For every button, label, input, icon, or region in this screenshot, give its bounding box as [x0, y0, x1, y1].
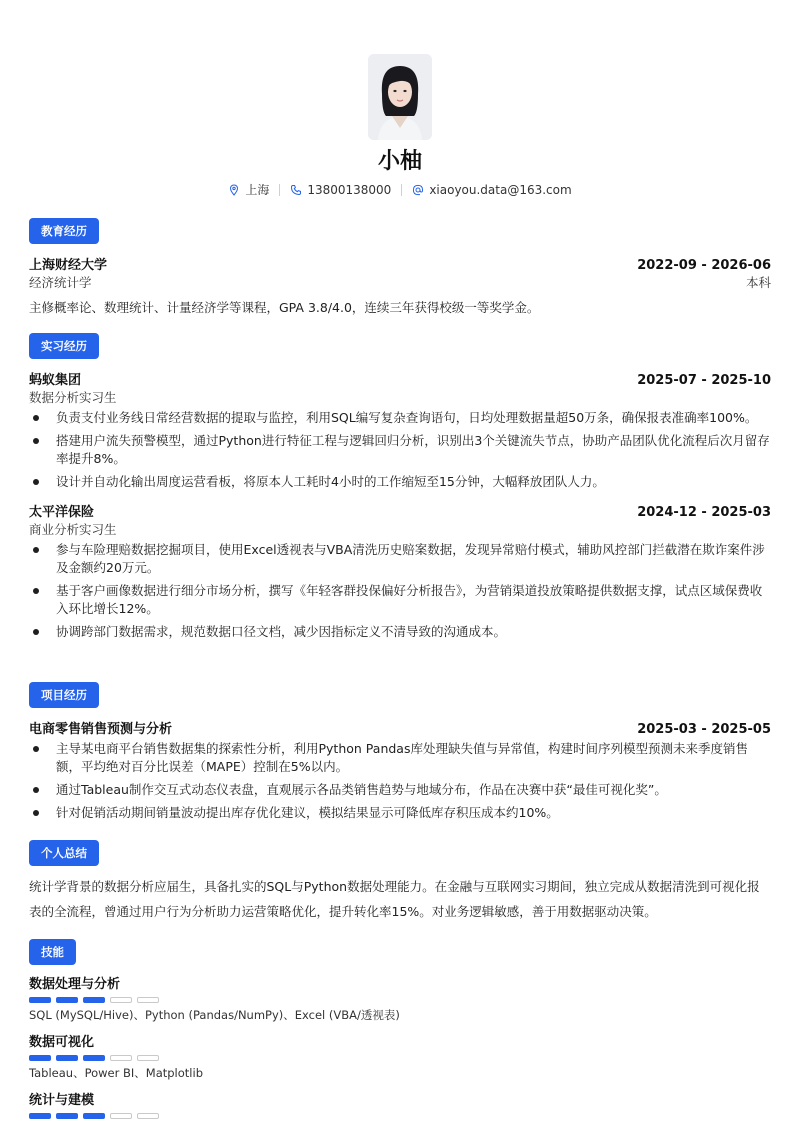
- skill-bar-empty: [110, 1113, 132, 1119]
- list-item: [29, 623, 771, 641]
- bullet-text: 协调跨部门数据需求，规范数据口径文档，减少因指标定义不清导致的沟通成本。: [56, 624, 507, 639]
- internship-entry: [29, 369, 771, 491]
- project-date: 2025-03 - 2025-05: [637, 722, 771, 737]
- education-description: 主修概率论、数理统计、计量经济学等课程，GPA 3.8/4.0，连续三年获得校级一等奖学金。: [29, 300, 540, 315]
- section-badge-education: 教育经历: [29, 218, 99, 244]
- job-role: 数据分析实习生: [29, 390, 117, 405]
- degree: 本科: [745, 275, 771, 290]
- bullet-dot: [33, 746, 39, 752]
- bullet-dot: [33, 787, 39, 793]
- internship-header: [29, 369, 771, 388]
- education-meta-row: [29, 273, 771, 291]
- bullet-text: 通过Tableau制作交互式动态仪表盘，直观展示各品类销售趋势与地域分布，作品在决赛中获“最佳可视化奖”。: [56, 782, 667, 797]
- skill-item: [29, 1089, 771, 1119]
- contact-divider: [279, 184, 280, 196]
- skill-bar-filled: [83, 1113, 105, 1119]
- bullet-dot: [33, 547, 39, 553]
- skills-list: [29, 973, 771, 1119]
- summary-text: 统计学背景的数据分析应届生，具备扎实的SQL与Python数据处理能力。在金融与互联网实习期间，独立完成从数据清洗到可视化报表的全流程，曾通过用户行为分析助力运营策略优化，提升转化率15%。对业务逻辑敏感，善于用数据驱动决策。: [29, 879, 760, 919]
- skill-bar-filled: [56, 1113, 78, 1119]
- internship-entry: [29, 501, 771, 641]
- list-item: [29, 432, 771, 468]
- skill-level-bar: [29, 1113, 771, 1119]
- section-badge-projects: 项目经历: [29, 682, 99, 708]
- contact-email: [412, 182, 571, 198]
- phone-icon: [290, 184, 302, 196]
- skill-name: 数据可视化: [29, 1035, 95, 1050]
- bullet-dot: [33, 479, 39, 485]
- internship-date: 2025-07 - 2025-10: [637, 373, 771, 388]
- bullet-text: 针对促销活动期间销量波动提出库存优化建议，模拟结果显示可降低库存积压成本约10%。: [56, 805, 559, 820]
- contact-location: [228, 182, 269, 198]
- section-badge-internship: 实习经历: [29, 333, 99, 359]
- skill-bar-filled: [29, 1055, 51, 1061]
- internship-date: 2024-12 - 2025-03: [637, 505, 771, 520]
- bullet-text: 搭建用户流失预警模型，通过Python进行特征工程与逻辑回归分析，识别出3个关键流失节点，协助产品团队优化流程后次月留存率提升8%。: [56, 433, 770, 466]
- bullet-text: 设计并自动化输出周度运营看板，将原本人工耗时4小时的工作缩短至15分钟，大幅释放团队人力。: [56, 474, 605, 489]
- education-section: [29, 218, 771, 318]
- bullet-text: 参与车险理赔数据挖掘项目，使用Excel透视表与VBA清洗历史赔案数据，发现异常赔付模式，辅助风控部门拦截潜在欺诈案件涉及金额约20万元。: [56, 542, 765, 575]
- company-name: 太平洋保险: [29, 505, 95, 520]
- skill-bar-empty: [110, 997, 132, 1003]
- skills-section: [29, 939, 771, 1123]
- list-item: [29, 409, 771, 427]
- major: 经济统计学: [29, 275, 92, 290]
- skill-item: [29, 1031, 771, 1081]
- skill-level-bar: [29, 997, 771, 1003]
- skill-bar-filled: [83, 997, 105, 1003]
- skill-bar-filled: [29, 1113, 51, 1119]
- section-badge-skills: 技能: [29, 939, 76, 965]
- skill-name: 统计与建模: [29, 1093, 95, 1108]
- bullet-list: [29, 409, 771, 491]
- bullet-text: 基于客户画像数据进行细分市场分析，撰写《年轻客群投保偏好分析报告》，为营销渠道投放策略提供数据支撑，试点区域保费收入环比增长12%。: [56, 583, 763, 616]
- contact-info: [0, 182, 800, 198]
- company-name: 蚂蚁集团: [29, 373, 82, 388]
- list-item: [29, 781, 771, 799]
- skill-bar-filled: [56, 1055, 78, 1061]
- education-row: [29, 254, 771, 273]
- school-name: 上海财经大学: [29, 258, 108, 273]
- skill-bar-empty: [137, 997, 159, 1003]
- bullet-text: 负责支付业务线日常经营数据的提取与监控，利用SQL编写复杂查询语句，日均处理数据量超50万条，确保报表准确率100%。: [56, 410, 758, 425]
- education-date: 2022-09 - 2026-06: [637, 258, 771, 273]
- skill-bar-filled: [29, 997, 51, 1003]
- list-item: [29, 541, 771, 577]
- skill-bar-empty: [137, 1055, 159, 1061]
- skill-bar-filled: [56, 997, 78, 1003]
- skill-bar-empty: [110, 1055, 132, 1061]
- internship-header: [29, 501, 771, 520]
- project-name: 电商零售销售预测与分析: [29, 722, 173, 737]
- list-item: [29, 582, 771, 618]
- skill-name: 数据处理与分析: [29, 977, 121, 992]
- contact-phone: [290, 182, 391, 198]
- location-text: 上海: [245, 183, 270, 197]
- bullet-dot: [33, 415, 39, 421]
- project-section: [29, 682, 771, 827]
- list-item: [29, 804, 771, 822]
- skill-bar-empty: [137, 1113, 159, 1119]
- internship-section: [29, 333, 771, 646]
- candidate-name: 小柚: [377, 149, 422, 174]
- bullet-list: [29, 541, 771, 641]
- bullet-list: [29, 740, 771, 822]
- skill-bar-filled: [83, 1055, 105, 1061]
- phone-text: 13800138000: [307, 183, 392, 197]
- list-item: [29, 473, 771, 491]
- skill-item: [29, 973, 771, 1023]
- at-sign-icon: [412, 184, 424, 196]
- avatar: [368, 54, 432, 140]
- skill-description: SQL (MySQL/Hive)、Python (Pandas/NumPy)、Excel (VBA/透视表): [29, 1008, 400, 1022]
- bullet-text: 主导某电商平台销售数据集的探索性分析，利用Python Pandas库处理缺失值与异常值，构建时间序列模型预测未来季度销售额，平均绝对百分比误差（MAPE）控制在5%以内。: [56, 741, 748, 774]
- skill-description: Tableau、Power BI、Matplotlib: [29, 1066, 203, 1080]
- bullet-dot: [33, 438, 39, 444]
- email-text: xiaoyou.data@163.com: [429, 183, 572, 197]
- project-header: [29, 718, 771, 737]
- bullet-dot: [33, 588, 39, 594]
- section-badge-summary: 个人总结: [29, 840, 99, 866]
- resume-header: [0, 54, 800, 198]
- location-pin-icon: [228, 184, 240, 196]
- bullet-dot: [33, 629, 39, 635]
- skill-level-bar: [29, 1055, 771, 1061]
- list-item: [29, 740, 771, 776]
- summary-section: [29, 840, 771, 924]
- job-role: 商业分析实习生: [29, 522, 117, 537]
- bullet-dot: [33, 810, 39, 816]
- contact-divider: [401, 184, 402, 196]
